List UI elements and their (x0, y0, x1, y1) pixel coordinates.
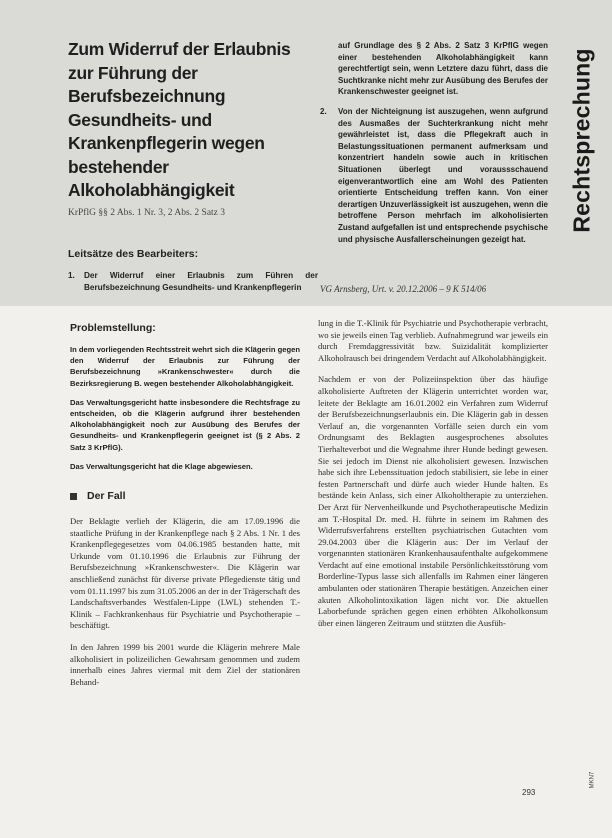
leitsatz-1-number: 1. (68, 271, 75, 280)
fall-heading-text: Der Fall (87, 490, 126, 503)
leitsatz-2-number: 2. (320, 106, 327, 116)
fall-heading (70, 490, 300, 502)
article-title: Zum Widerruf der Erlaubnis zur Führung der Berufsbezeichnung Gesundheits- und Krankenpflegerin wegen bestehender Alkoholabhängigkeit (68, 39, 291, 200)
section-side-label (562, 30, 602, 250)
page-number: 293 (522, 788, 536, 797)
left-column (70, 322, 300, 698)
leitsaetze-right-column (320, 40, 548, 245)
problemstellung-paragraph-2: Das Verwaltungsgericht hatte insbesondere die Rechtsfrage zu entscheiden, ob die Klägerin aufgrund ihrer bestehenden Alkoholabhängigkeit noch zur Ausübung des Berufes der Gesundheits- und Krankenpflegerin geeignet ist (§ 2 Abs. 2 Satz 3 KrPflG). (70, 397, 300, 452)
leitsatz-1-text: Der Widerruf einer Erlaubnis zum Führen der Berufsbezeichnung Gesundheits- und Krankenpflegerin (84, 271, 318, 292)
right-paragraph-1: lung in die T.-Klinik für Psychiatrie und Psychotherapie verbracht, wo sie jeweils einen Tag verblieb. Aufnahmegrund war jeweils ein durch Fremdaggressivität bzw. Suizidalität komplizierter Alkoholrausch bei dringendem Verdacht auf Alkoholabhängigkeit. (318, 318, 548, 363)
fall-paragraph-2: In den Jahren 1999 bis 2001 wurde die Klägerin mehrere Male alkoholisiert in polizeilichen Gewahrsam genommen und zudem innerhalb eines Jahres viermal mit dem Ziel der stationären Behand- (70, 641, 300, 687)
side-label-text: Rechtsprechung (568, 47, 595, 233)
leitsatz-1 (68, 270, 318, 293)
leitsaetze-heading: Leitsätze des Bearbeiters: (68, 248, 199, 260)
law-reference: KrPflG §§ 2 Abs. 1 Nr. 3, 2 Abs. 2 Satz 3 (68, 208, 226, 218)
header-box (0, 0, 612, 306)
problemstellung-paragraph-3: Das Verwaltungsgericht hat die Klage abgewiesen. (70, 461, 253, 471)
court-citation: VG Arnsberg, Urt. v. 20.12.2006 – 9 K 514/06 (320, 284, 487, 294)
vertical-code (582, 760, 602, 800)
vertical-code-text: MKN7 (588, 771, 595, 789)
leitsatz-2 (320, 106, 548, 245)
right-column (318, 318, 548, 639)
problemstellung-paragraph-1: In dem vorliegenden Rechtsstreit wehrt sich die Klägerin gegen den Widerruf der Erlaubnis zur Führung der Berufsbezeichnung »Krankenschwester« durch die Bezirksregierung B. wegen bestehender Alkoholabhängigkeit. (70, 345, 300, 388)
right-paragraph-2: Nachdem er von der Polizeiinspektion über das häufige alkoholisierte Auftreten der Klägerin unterrichtet worden war, leitete der Beklagte am 16.01.2002 ein Verfahren zum Widerruf der Berufsbezeichnungserlaubnis ein. Die Klägerin gab in dessen Verlauf an, die vorgenannten Vorfälle seien durch ein vom Ordnungsamt des Beklagten ausgesprochenes absolutes Tierhalteverbot und die Wegnahme ihrer Hunde bedingt gewesen. Sie sei jedoch im Dienst nie alkoholisiert gewesen. Inzwischen habe sich ihre Lebenssituation jedoch stabilisiert, sie lebe in einer festen Partnerschaft und dürfe auch wieder Hunde halten. Es bestände kein Anlass, sich einer Alkoholtherapie zu unterziehen. Der Arzt für Nervenheilkunde und Psychotherapeutische Medizin am T.-Hospital Dr. med. H. führte in seinem im Rahmen des Widerrufsverfahrens erstellten psychiatrischen Gutachten vom 29.04.2003 über die Klägerin aus: Der im Verlauf der vorgenannten stationären Krankenhausaufenthalte aufgekommene Verdacht auf eine emotional instabile Persönlichkeitsstörung vom Borderline-Typus lasse sich allenfalls im Rahmen einer längeren ambulanten oder stationären Therapie bestätigen. Anzeichen einer akuten Alkoholintoxikation lägen nicht vor. Die aktuellen Laborbefunde sprächen gegen einen erhöhten Alkoholkonsum über einen längeren Zeitraum und stützten die Ausfüh- (318, 374, 548, 628)
problemstellung-heading: Problemstellung: (70, 322, 156, 334)
leitsatz-1-continued: auf Grundlage des § 2 Abs. 2 Satz 3 KrPflG wegen einer bestehenden Alkoholabhängigkeit kann gerechtfertigt sein, wenn Letztere dazu führt, dass die Suchtkranke nicht mehr zur Ausübung des Berufes der Krankenschwester geeignet ist. (338, 41, 548, 97)
leitsatz-2-text: Von der Nichteignung ist auszugehen, wenn aufgrund des Ausmaßes der Suchterkrankung nicht mehr gewährleistet ist, dass die Pflegekraft auch in Belastungssituationen permanent aufmerksam und konzentriert handeln sowie auch in kritischen Situationen überlegt und voraussschauend eigenverantwortlich eine am Wohl des Patienten orientierte Entscheidung treffen kann. Von einer derartigen Unzuverlässigkeit ist auszugehen, wenn die betroffene Person mehrfach im alkoholisierten Zustand aufgefallen ist und entsprechende psychische und physische Ausfallerscheinungen gezeigt hat. (338, 106, 548, 244)
fall-paragraph-1: Der Beklagte verlieh der Klägerin, die am 17.09.1996 die staatliche Prüfung in der Krankenpflege nach § 2 Abs. 1 Nr. 1 des Krankenpflegegesetzes vom 04.06.1985 bestanden hatte, mit Urkunde vom 01.10.1996 die Erlaubnis zur Führung der Berufsbezeichnung »Krankenschwester«. Die Klägerin war anschließend zunächst für diverse private Pflegedienste tätig und vom 01.11.1997 bis zum 31.05.2006 an der in der Trägerschaft des Landschaftsverbandes Westfalen-Lippe (LWL) stehenden T.-Klinik – Fachkrankenhaus für Psychiatrie und Psychotherapie – beschäftigt. (70, 516, 300, 631)
square-bullet-icon (70, 493, 77, 500)
